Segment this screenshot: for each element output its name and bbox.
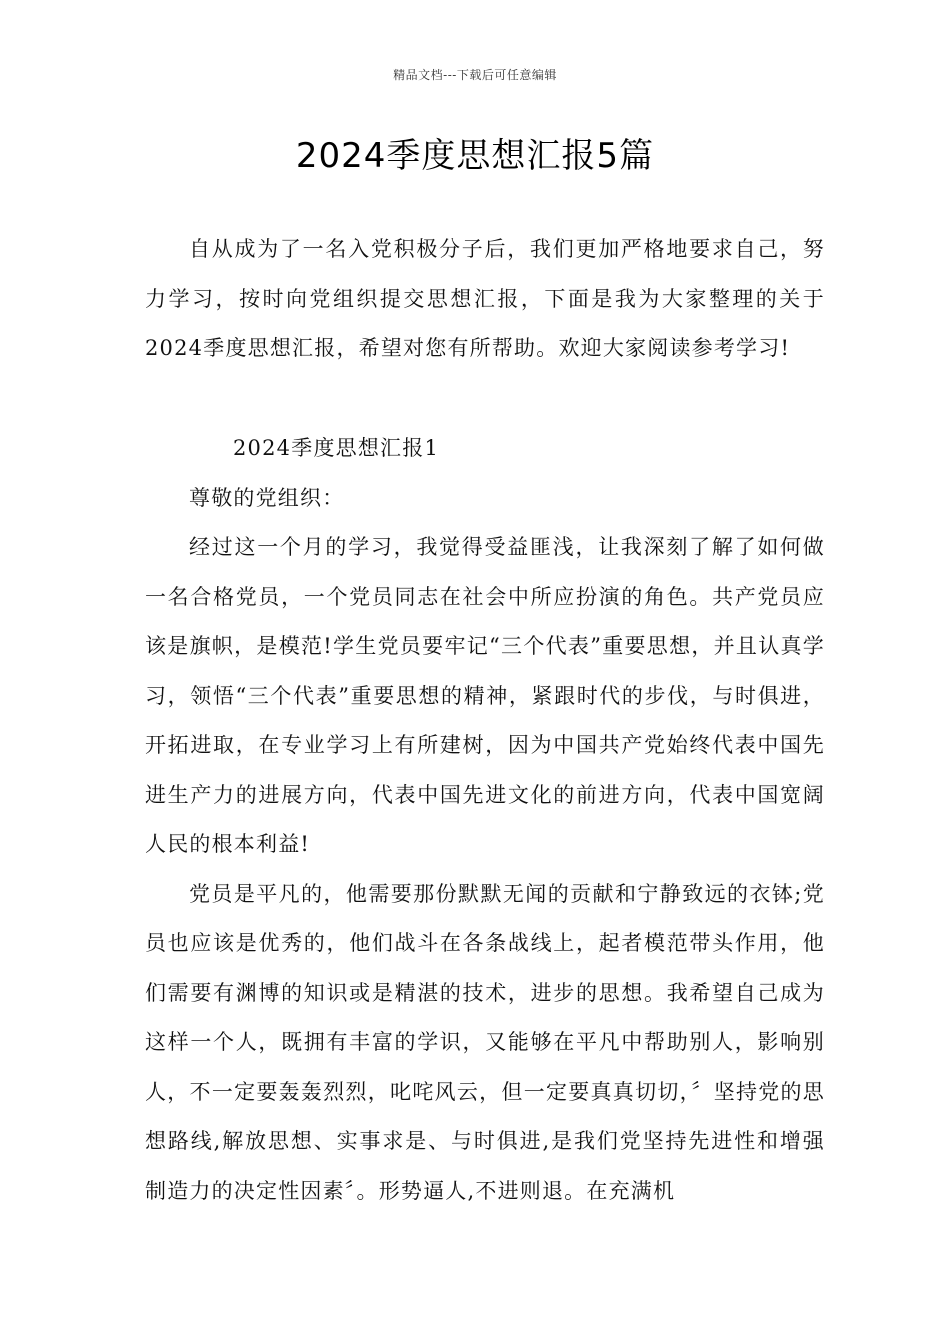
paragraph: 经过这一个月的学习，我觉得受益匪浅，让我深刻了解了如何做一名合格党员，一个党员同志在社会中所应扮演的角色。共产党员应该是旗帜，是模范!学生党员要牢记“三个代表”重要思想，并且认真学习，领悟“三个代表”重要思想的精神，紧跟时代的步伐，与时俱进，开拓进取，在专业学习上有所建树，因为中国共产党始终代表中国先进生产力的进展方向，代表中国先进文化的前进方向，代表中国宽阔人民的根本利益! [145, 535, 825, 856]
salutation: 尊敬的党组织： [189, 485, 345, 510]
report-section [145, 424, 825, 1216]
header-note: 精品文档---下载后可任意编辑 [393, 68, 557, 82]
paragraph: 党员是平凡的，他需要那份默默无闻的贡献和宁静致远的衣钵;党员也应该是优秀的，他们战斗在各条战线上，起者模范带头作用，他们需要有渊博的知识或是精湛的技术，进步的思想。我希望自己成为这样一个人，既拥有丰富的学识，又能够在平凡中帮助别人，影响别人，不一定要轰轰烈烈，叱咤风云，但一定要真真切切，〞坚持党的思想路线,解放思想、实事求是、与时俱进,是我们党坚持先进性和增强制造力的决定性因素〞。形势逼人,不进则退。在充满机 [145, 881, 825, 1203]
intro-section [145, 225, 825, 374]
document-title: 2024季度思想汇报5篇 [295, 136, 655, 176]
section-heading: 2024季度思想汇报1 [233, 436, 440, 460]
intro-paragraph: 自从成为了一名入党积极分子后，我们更加严格地要求自己，努力学习，按时向党组织提交思想汇报，下面是我为大家整理的关于2024季度思想汇报，希望对您有所帮助。欢迎大家阅读参考学习! [145, 237, 825, 360]
